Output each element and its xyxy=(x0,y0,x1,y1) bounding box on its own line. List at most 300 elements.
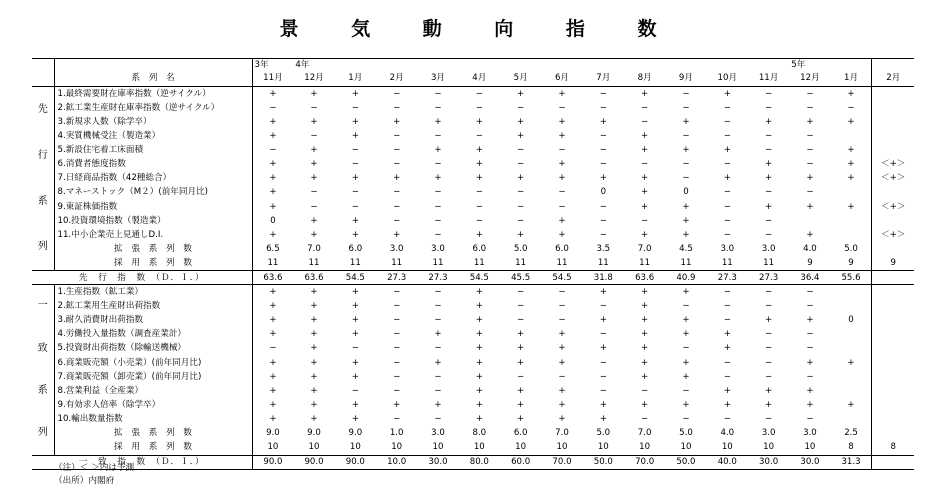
leading-sign-cell: − xyxy=(599,229,607,240)
coincident-group-label xyxy=(32,285,54,455)
leading-di-label: 先 行 指 数 （Ｄ．Ｉ．） xyxy=(32,271,252,285)
leading-sign-cell: + xyxy=(723,145,731,156)
coincident-sign-cell: + xyxy=(517,343,525,354)
leading-sign-cell: − xyxy=(599,215,607,226)
leading-sign-cell: − xyxy=(806,145,814,156)
coincident-adopted-value: 10 xyxy=(639,442,651,453)
leading-sign-cell: + xyxy=(847,201,855,212)
leading-sign-cell: − xyxy=(765,187,773,198)
coincident-sign-cell: + xyxy=(310,357,318,368)
leading-sign-cell: + xyxy=(475,173,483,184)
leading-sign-cell: − xyxy=(748,87,789,102)
leading-sign-cell: − xyxy=(434,102,442,113)
leading-series-name: 2.鉱工業生産財在庫率指数（逆サイクル） xyxy=(54,101,252,115)
table-row xyxy=(32,455,914,469)
leading-sign-cell: + xyxy=(269,131,277,142)
leading-adopted-extra: 9 xyxy=(872,256,914,271)
leading-di-value: 54.5 xyxy=(541,271,582,285)
coincident-adopted-value: 10 xyxy=(556,442,568,453)
leading-forecast-cell: ＜+＞ xyxy=(872,200,914,214)
leading-sign-cell: + xyxy=(310,159,318,170)
leading-di-value: 40.9 xyxy=(665,271,706,285)
leading-sign-cell: − xyxy=(723,116,731,127)
leading-sign-cell: + xyxy=(558,173,566,184)
coincident-sign-cell: + xyxy=(351,315,359,326)
leading-sign-cell: − xyxy=(310,102,318,113)
month-header: 4月 xyxy=(459,71,500,87)
coincident-sign-cell: − xyxy=(682,301,690,312)
leading-sign-cell: − xyxy=(393,102,401,113)
coincident-sign-cell: − xyxy=(269,343,277,354)
leading-sign-cell: − xyxy=(417,87,458,102)
coincident-sign-cell: + xyxy=(765,315,773,326)
month-header: 2月 xyxy=(376,71,417,87)
leading-sign-cell: + xyxy=(641,187,649,198)
leading-sign-cell: − xyxy=(682,173,690,184)
leading-sign-cell: + xyxy=(723,173,731,184)
coincident-expanded-value: 5.0 xyxy=(665,426,706,440)
leading-series-name: 1.最終需要財在庫率指数（逆サイクル） xyxy=(54,87,252,102)
leading-sign-cell: − xyxy=(599,159,607,170)
leading-sign-cell: − xyxy=(765,145,773,156)
coincident-adopted-label: 採 用 系 列 数 xyxy=(54,440,252,455)
coincident-adopted-value: 10 xyxy=(267,442,279,453)
month-header: 11月 xyxy=(252,71,293,87)
coincident-sign-cell: − xyxy=(765,343,773,354)
leading-adopted-value: 11 xyxy=(721,257,733,268)
leading-sign-cell: + xyxy=(682,229,690,240)
coincident-sign-cell: + xyxy=(475,315,483,326)
coincident-sign-cell: + xyxy=(310,413,318,424)
leading-sign-cell: + xyxy=(335,87,376,102)
month-header: 12月 xyxy=(789,71,830,87)
coincident-sign-cell: − xyxy=(806,343,814,354)
leading-sign-cell: + xyxy=(351,173,359,184)
coincident-sign-cell: − xyxy=(599,301,607,312)
coincident-sign-cell: − xyxy=(393,343,401,354)
coincident-sign-cell: + xyxy=(624,285,665,300)
leading-sign-cell: + xyxy=(269,159,277,170)
coincident-adopted-value: 10 xyxy=(680,442,692,453)
leading-forecast-cell: ＜+＞ xyxy=(872,228,914,242)
month-header: 10月 xyxy=(707,71,748,87)
corner-cell xyxy=(32,71,54,87)
leading-adopted-value: 11 xyxy=(556,257,568,268)
series-header: 系 列 名 xyxy=(54,71,252,87)
leading-sign-cell: − xyxy=(806,131,814,142)
leading-sign-cell: + xyxy=(847,159,855,170)
coincident-sign-cell: + xyxy=(682,329,690,340)
coincident-sign-cell: − xyxy=(376,285,417,300)
leading-expanded-value: 3.0 xyxy=(417,242,458,256)
leading-sign-cell xyxy=(831,228,872,242)
coincident-sign-cell: − xyxy=(723,413,731,424)
leading-expanded-value: 3.0 xyxy=(748,242,789,256)
leading-sign-cell: + xyxy=(558,159,566,170)
coincident-adopted-value: 10 xyxy=(804,442,816,453)
leading-sign-cell: + xyxy=(641,201,649,212)
leading-expanded-value: 3.5 xyxy=(583,242,624,256)
coincident-forecast-cell xyxy=(872,314,914,328)
month-header: 6月 xyxy=(541,71,582,87)
coincident-sign-cell xyxy=(831,412,872,426)
leading-sign-cell: + xyxy=(707,87,748,102)
coincident-sign-cell: + xyxy=(335,285,376,300)
leading-sign-cell: + xyxy=(558,215,566,226)
coincident-forecast-cell xyxy=(872,328,914,342)
leading-sign-cell: − xyxy=(434,159,442,170)
coincident-di-value: 80.0 xyxy=(459,455,500,469)
leading-sign-cell: − xyxy=(806,187,814,198)
leading-sign-cell: − xyxy=(583,87,624,102)
leading-sign-cell: − xyxy=(459,87,500,102)
coincident-di-value: 10.0 xyxy=(376,455,417,469)
coincident-sign-cell: − xyxy=(599,329,607,340)
coincident-sign-cell: + xyxy=(723,343,731,354)
coincident-sign-cell: + xyxy=(269,385,277,396)
coincident-expanded-value: 3.0 xyxy=(417,426,458,440)
leading-expanded-value: 6.0 xyxy=(541,242,582,256)
year-label xyxy=(665,59,706,72)
leading-sign-cell: − xyxy=(393,201,401,212)
leading-sign-cell: + xyxy=(252,87,293,102)
coincident-di-value: 50.0 xyxy=(583,455,624,469)
coincident-di-value: 31.3 xyxy=(831,455,872,469)
coincident-sign-cell xyxy=(831,342,872,356)
leading-sign-cell: + xyxy=(517,229,525,240)
coincident-sign-cell: + xyxy=(806,315,814,326)
year-label: 5年 xyxy=(789,59,830,72)
leading-expanded-value: 6.0 xyxy=(335,242,376,256)
leading-di-value: 63.6 xyxy=(624,271,665,285)
coincident-sign-cell: + xyxy=(252,285,293,300)
year-label xyxy=(417,59,458,72)
coincident-series-name: 10.輸出数量指数 xyxy=(54,412,252,426)
leading-sign-cell: + xyxy=(310,173,318,184)
leading-forecast-cell: ＜+＞ xyxy=(872,157,914,171)
leading-sign-cell: − xyxy=(393,187,401,198)
leading-di-value: 27.3 xyxy=(748,271,789,285)
coincident-series-name: 9.有効求人倍率（除学卒） xyxy=(54,398,252,412)
leading-sign-cell: + xyxy=(599,173,607,184)
coincident-sign-cell: − xyxy=(723,315,731,326)
coincident-sign-cell: + xyxy=(682,371,690,382)
coincident-sign-cell: + xyxy=(269,399,277,410)
coincident-sign-cell: + xyxy=(641,301,649,312)
leading-di-extra xyxy=(872,271,914,285)
year-label xyxy=(459,59,500,72)
leading-sign-cell: + xyxy=(393,116,401,127)
leading-sign-cell: + xyxy=(517,173,525,184)
leading-series-name: 5.新設住宅着工床面積 xyxy=(54,143,252,157)
leading-adopted-value: 9 xyxy=(807,257,813,268)
coincident-sign-cell: + xyxy=(310,315,318,326)
coincident-di-value: 90.0 xyxy=(335,455,376,469)
coincident-sign-cell: − xyxy=(393,301,401,312)
leading-sign-cell: + xyxy=(682,145,690,156)
coincident-sign-cell: + xyxy=(434,329,442,340)
corner-cell xyxy=(32,59,54,72)
coincident-expanded-value: 1.0 xyxy=(376,426,417,440)
leading-group-char: 先 xyxy=(37,104,48,115)
coincident-sign-cell: + xyxy=(475,343,483,354)
leading-sign-cell: + xyxy=(500,87,541,102)
leading-sign-cell: + xyxy=(806,201,814,212)
leading-adopted-value: 11 xyxy=(308,257,320,268)
leading-forecast-cell: ＜+＞ xyxy=(872,172,914,186)
coincident-sign-cell: − xyxy=(517,315,525,326)
table-row xyxy=(32,398,914,412)
coincident-sign-cell: − xyxy=(558,301,566,312)
coincident-sign-cell: + xyxy=(847,399,855,410)
table-row xyxy=(32,214,914,228)
coincident-expanded-value: 4.0 xyxy=(707,426,748,440)
leading-series-name: 6.消費者態度指数 xyxy=(54,157,252,171)
table-row xyxy=(32,370,914,384)
coincident-di-value: 60.0 xyxy=(500,455,541,469)
coincident-series-name: 1.生産指数（鉱工業） xyxy=(54,285,252,300)
leading-sign-cell: + xyxy=(269,201,277,212)
coincident-sign-cell: − xyxy=(434,413,442,424)
coincident-sign-cell: + xyxy=(558,343,566,354)
coincident-sign-cell: + xyxy=(475,413,483,424)
leading-sign-cell: + xyxy=(847,145,855,156)
leading-expanded-value: 7.0 xyxy=(293,242,334,256)
coincident-group-char: 一 xyxy=(37,300,48,312)
month-header: 12月 xyxy=(293,71,334,87)
coincident-di-value: 50.0 xyxy=(665,455,706,469)
leading-adopted-value: 11 xyxy=(515,257,527,268)
coincident-adopted-value: 10 xyxy=(308,442,320,453)
coincident-di-value: 70.0 xyxy=(624,455,665,469)
header-blank-extra xyxy=(872,59,914,72)
leading-sign-cell: − xyxy=(723,159,731,170)
leading-expanded-value: 4.5 xyxy=(665,242,706,256)
year-label xyxy=(541,59,582,72)
coincident-sign-cell: + xyxy=(599,315,607,326)
table-row xyxy=(32,172,914,186)
leading-adopted-value: 11 xyxy=(432,257,444,268)
leading-sign-cell: + xyxy=(434,116,442,127)
coincident-series-name: 6.商業販売額（小売業）(前年同月比) xyxy=(54,356,252,370)
coincident-sign-cell: − xyxy=(517,301,525,312)
table-row xyxy=(32,314,914,328)
coincident-sign-cell: − xyxy=(541,285,582,300)
leading-sign-cell: + xyxy=(831,87,872,102)
coincident-sign-cell: 0 xyxy=(848,315,854,326)
coincident-sign-cell: − xyxy=(806,371,814,382)
coincident-sign-cell: + xyxy=(558,399,566,410)
leading-sign-cell: − xyxy=(393,215,401,226)
leading-series-name: 10.投資環境指数（製造業） xyxy=(54,214,252,228)
coincident-sign-cell: + xyxy=(475,371,483,382)
leading-sign-cell: + xyxy=(351,116,359,127)
leading-di-value: 45.5 xyxy=(500,271,541,285)
coincident-sign-cell: + xyxy=(806,399,814,410)
coincident-expanded-value: 7.0 xyxy=(624,426,665,440)
leading-sign-cell: + xyxy=(682,201,690,212)
leading-sign-cell: − xyxy=(765,229,773,240)
coincident-sign-cell: − xyxy=(351,343,359,354)
year-label xyxy=(376,59,417,72)
leading-group-char: 列 xyxy=(37,241,48,253)
leading-sign-cell: + xyxy=(475,159,483,170)
leading-sign-cell: + xyxy=(641,229,649,240)
table-row xyxy=(32,87,914,102)
leading-expanded-value: 4.0 xyxy=(789,242,830,256)
leading-series-name: 11.中小企業売上見通しD.I. xyxy=(54,228,252,242)
leading-sign-cell: + xyxy=(351,131,359,142)
leading-sign-cell: − xyxy=(393,145,401,156)
coincident-expanded-extra xyxy=(872,426,914,440)
coincident-sign-cell: + xyxy=(434,399,442,410)
leading-sign-cell: − xyxy=(765,215,773,226)
coincident-sign-cell: + xyxy=(723,329,731,340)
leading-sign-cell: + xyxy=(517,116,525,127)
leading-sign-cell: − xyxy=(475,201,483,212)
coincident-sign-cell: + xyxy=(269,301,277,312)
coincident-sign-cell: − xyxy=(682,413,690,424)
coincident-sign-cell: + xyxy=(641,329,649,340)
coincident-sign-cell: + xyxy=(351,329,359,340)
leading-sign-cell: − xyxy=(269,145,277,156)
leading-adopted-value: 9 xyxy=(848,257,854,268)
leading-expanded-value: 5.0 xyxy=(500,242,541,256)
year-label xyxy=(583,59,624,72)
coincident-group-char: 列 xyxy=(37,427,48,439)
coincident-sign-cell: − xyxy=(393,329,401,340)
table-row xyxy=(32,228,914,242)
table-row xyxy=(32,59,914,72)
leading-sign-cell: − xyxy=(558,102,566,113)
coincident-sign-cell: − xyxy=(393,371,401,382)
leading-adopted-value: 11 xyxy=(639,257,651,268)
coincident-sign-cell: + xyxy=(723,385,731,396)
leading-expanded-value: 6.0 xyxy=(459,242,500,256)
coincident-sign-cell: + xyxy=(269,371,277,382)
coincident-expanded-value: 9.0 xyxy=(252,426,293,440)
coincident-sign-cell: − xyxy=(434,301,442,312)
coincident-sign-cell: − xyxy=(434,371,442,382)
leading-sign-cell: 0 xyxy=(270,215,276,226)
leading-sign-cell: − xyxy=(723,201,731,212)
month-header: 9月 xyxy=(665,71,706,87)
coincident-sign-cell: − xyxy=(517,371,525,382)
leading-sign-cell: + xyxy=(641,145,649,156)
coincident-sign-cell: + xyxy=(599,413,607,424)
coincident-sign-cell: + xyxy=(393,399,401,410)
coincident-sign-cell: − xyxy=(748,285,789,300)
table-row xyxy=(32,342,914,356)
leading-di-value: 54.5 xyxy=(335,271,376,285)
leading-sign-cell: − xyxy=(475,215,483,226)
leading-sign-cell: − xyxy=(599,131,607,142)
coincident-sign-cell: − xyxy=(500,285,541,300)
coincident-sign-cell: + xyxy=(269,413,277,424)
leading-sign-cell: − xyxy=(682,159,690,170)
month-header: 7月 xyxy=(583,71,624,87)
coincident-sign-cell: + xyxy=(517,385,525,396)
coincident-expanded-value: 3.0 xyxy=(789,426,830,440)
leading-sign-cell: + xyxy=(393,173,401,184)
leading-sign-cell: − xyxy=(351,102,359,113)
header-blank xyxy=(54,59,252,72)
coincident-sign-cell: + xyxy=(665,285,706,300)
coincident-sign-cell: + xyxy=(599,399,607,410)
leading-forecast-cell xyxy=(872,129,914,143)
leading-sign-cell: + xyxy=(682,215,690,226)
table-row xyxy=(32,143,914,157)
leading-group-char: 系 xyxy=(37,195,48,207)
leading-forecast-cell xyxy=(872,143,914,157)
month-header: 5月 xyxy=(500,71,541,87)
year-label xyxy=(624,59,665,72)
leading-di-value: 63.6 xyxy=(252,271,293,285)
table-row xyxy=(32,440,914,455)
leading-sign-cell: − xyxy=(376,87,417,102)
coincident-sign-cell: − xyxy=(723,301,731,312)
month-header: 1月 xyxy=(831,71,872,87)
leading-sign-cell: − xyxy=(641,215,649,226)
coincident-sign-cell: + xyxy=(475,385,483,396)
coincident-expanded-value: 9.0 xyxy=(293,426,334,440)
leading-sign-cell: − xyxy=(517,201,525,212)
leading-sign-cell: − xyxy=(393,131,401,142)
coincident-sign-cell: − xyxy=(599,385,607,396)
coincident-sign-cell: + xyxy=(558,385,566,396)
coincident-sign-cell: + xyxy=(806,357,814,368)
leading-sign-cell: + xyxy=(393,229,401,240)
coincident-forecast-cell xyxy=(872,370,914,384)
leading-sign-cell: + xyxy=(765,201,773,212)
coincident-sign-cell: + xyxy=(583,285,624,300)
leading-sign-cell: + xyxy=(310,145,318,156)
leading-sign-cell: − xyxy=(641,116,649,127)
coincident-sign-cell: + xyxy=(434,357,442,368)
coincident-di-value: 90.0 xyxy=(293,455,334,469)
leading-sign-cell: + xyxy=(269,116,277,127)
leading-series-name: 8.マネーストック（M２）(前年同月比) xyxy=(54,186,252,200)
leading-sign-cell: − xyxy=(641,102,649,113)
leading-sign-cell: + xyxy=(765,173,773,184)
leading-adopted-value: 11 xyxy=(597,257,609,268)
coincident-sign-cell: − xyxy=(806,413,814,424)
coincident-sign-cell: − xyxy=(806,329,814,340)
leading-adopted-value: 11 xyxy=(680,257,692,268)
leading-sign-cell: + xyxy=(558,116,566,127)
coincident-sign-cell: − xyxy=(765,357,773,368)
leading-sign-cell: − xyxy=(310,187,318,198)
coincident-sign-cell: − xyxy=(434,315,442,326)
coincident-sign-cell: + xyxy=(517,399,525,410)
leading-sign-cell: + xyxy=(310,229,318,240)
leading-sign-cell xyxy=(789,214,830,228)
coincident-sign-cell: + xyxy=(682,399,690,410)
leading-sign-cell: + xyxy=(682,116,690,127)
coincident-sign-cell: − xyxy=(723,371,731,382)
leading-adopted-value: 11 xyxy=(349,257,361,268)
leading-adopted-value: 11 xyxy=(267,257,279,268)
leading-di-value: 36.4 xyxy=(789,271,830,285)
leading-sign-cell: − xyxy=(434,131,442,142)
month-header: 1月 xyxy=(335,71,376,87)
coincident-expanded-value: 2.5 xyxy=(831,426,872,440)
leading-adopted-label: 採 用 系 列 数 xyxy=(54,256,252,271)
leading-sign-cell: + xyxy=(558,131,566,142)
coincident-di-extra xyxy=(872,455,914,469)
coincident-sign-cell: + xyxy=(765,399,773,410)
leading-sign-cell: − xyxy=(351,201,359,212)
